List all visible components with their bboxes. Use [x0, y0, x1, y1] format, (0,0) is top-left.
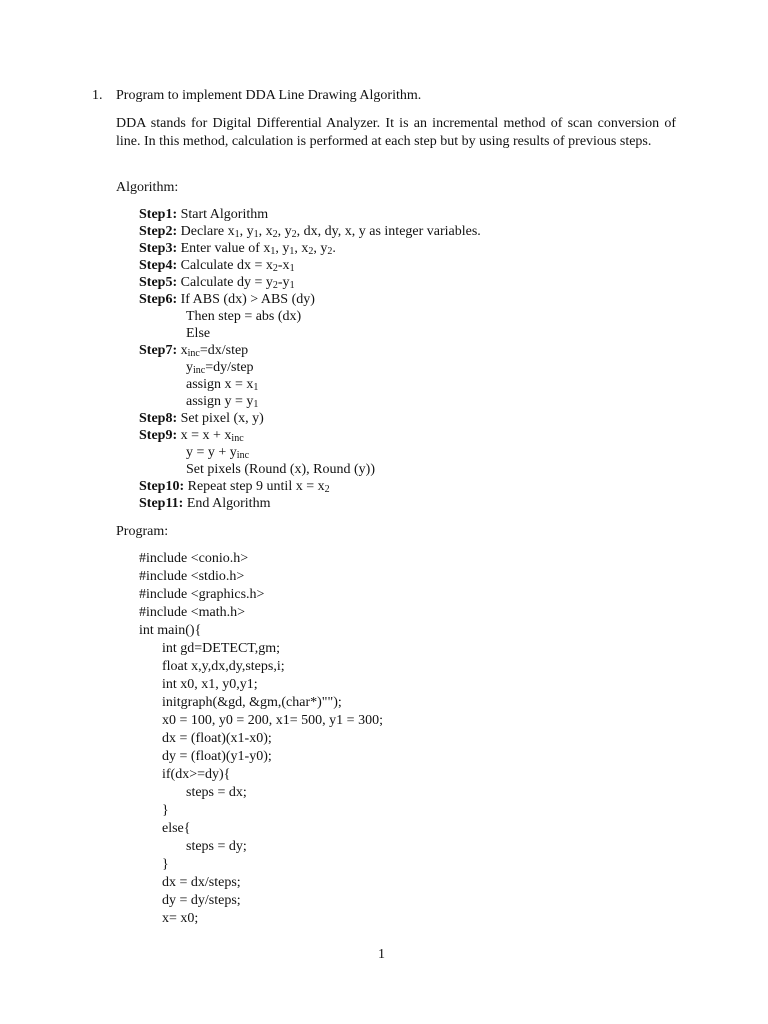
- algorithm-step-line: [139, 478, 481, 495]
- code-line: dx = dx/steps;: [162, 875, 241, 890]
- heading-title: Program to implement DDA Line Drawing Algorithm.: [116, 88, 422, 103]
- step-text: Then step = abs (dx): [186, 309, 302, 324]
- step-text: assign y = y: [186, 394, 254, 409]
- step-label: Step9:: [139, 428, 178, 443]
- step-text: , dx, dy, x, y as integer variables.: [296, 224, 481, 239]
- step-text: assign x = x: [186, 377, 254, 392]
- program-code: [139, 550, 383, 928]
- code-line: float x,y,dx,dy,steps,i;: [162, 659, 285, 674]
- step-label: Step1:: [139, 207, 178, 222]
- step-text: End Algorithm: [183, 496, 271, 511]
- step-text: , y: [239, 224, 254, 239]
- step-label: Step4:: [139, 258, 178, 273]
- subscript: 2: [272, 229, 278, 240]
- algorithm-step-line: [139, 359, 481, 376]
- algorithm-step-line: [139, 206, 481, 223]
- program-label: Program:: [116, 524, 169, 539]
- code-line: dx = (float)(x1-x0);: [162, 731, 272, 746]
- step-text: .: [332, 241, 336, 256]
- step-text: Enter value of x: [177, 241, 271, 256]
- step-text: Declare x: [177, 224, 235, 239]
- step-text: , x: [258, 224, 273, 239]
- subscript: inc: [187, 348, 200, 359]
- step-text: If ABS (dx) > ABS (dy): [177, 292, 315, 307]
- step-text: Set pixels (Round (x), Round (y)): [186, 462, 375, 477]
- intro-paragraph: DDA stands for Digital Differential Analyzer. It is an incremental method of scan conversion of line. In this method, calculation is performed at each step but by using results of previous steps.: [116, 116, 676, 149]
- subscript: 1: [289, 246, 295, 257]
- code-line: int gd=DETECT,gm;: [162, 641, 281, 656]
- subscript: 2: [272, 280, 278, 291]
- code-line: dy = (float)(y1-y0);: [162, 749, 272, 764]
- algorithm-step-line: [139, 308, 481, 325]
- step-label: Step11:: [139, 496, 184, 511]
- step-label: Step6:: [139, 292, 178, 307]
- algorithm-step-line: [139, 393, 481, 410]
- code-line: #include <graphics.h>: [139, 587, 265, 602]
- code-line: x0 = 100, y0 = 200, x1= 500, y1 = 300;: [162, 713, 383, 728]
- subscript: 2: [291, 229, 297, 240]
- code-line: #include <conio.h>: [139, 551, 249, 566]
- step-label: Step5:: [139, 275, 178, 290]
- step-text: Calculate dx = x: [177, 258, 273, 273]
- step-text: , x: [294, 241, 309, 256]
- code-line: }: [162, 857, 169, 872]
- subscript: 1: [289, 263, 295, 274]
- subscript: 2: [324, 484, 330, 495]
- step-text: Set pixel (x, y): [177, 411, 264, 426]
- step-text: y = y + y: [186, 445, 237, 460]
- step-text: x = x + x: [177, 428, 232, 443]
- step-text: Repeat step 9 until x = x: [184, 479, 325, 494]
- step-label: Step10:: [139, 479, 185, 494]
- algorithm-step-line: [139, 376, 481, 393]
- algorithm-step-line: [139, 257, 481, 274]
- code-line: if(dx>=dy){: [162, 767, 231, 782]
- algorithm-step-line: [139, 444, 481, 461]
- code-line: dy = dy/steps;: [162, 893, 241, 908]
- step-text: , y: [313, 241, 328, 256]
- subscript: inc: [193, 365, 206, 376]
- step-text: x: [177, 343, 188, 358]
- algorithm-step-line: [139, 461, 481, 478]
- code-line: }: [162, 803, 169, 818]
- subscript: 1: [289, 280, 295, 291]
- section-heading: [92, 87, 421, 104]
- algorithm-step-line: [139, 495, 481, 512]
- step-label: Step3:: [139, 241, 178, 256]
- code-line: #include <stdio.h>: [139, 569, 245, 584]
- subscript: inc: [236, 450, 250, 461]
- algorithm-step-line: [139, 427, 481, 444]
- step-text: Else: [186, 326, 211, 341]
- algorithm-step-line: [139, 342, 481, 359]
- heading-number: 1.: [92, 88, 103, 103]
- algorithm-step-line: [139, 223, 481, 240]
- code-line: x= x0;: [162, 911, 199, 926]
- step-text: -y: [277, 275, 290, 290]
- algorithm-label: Algorithm:: [116, 180, 179, 195]
- subscript: inc: [231, 433, 244, 444]
- algorithm-step-line: [139, 274, 481, 291]
- subscript: 2: [327, 246, 333, 257]
- algorithm-steps: [139, 206, 481, 512]
- step-label: Step2:: [139, 224, 178, 239]
- code-line: steps = dy;: [186, 839, 247, 854]
- step-text: y: [186, 360, 193, 375]
- algorithm-step-line: [139, 291, 481, 308]
- algorithm-step-line: [139, 325, 481, 342]
- step-text: Calculate dy = y: [177, 275, 273, 290]
- code-line: initgraph(&gd, &gm,(char*)"");: [162, 695, 342, 710]
- code-line: int main(){: [139, 623, 202, 638]
- step-text: =dy/step: [205, 360, 254, 375]
- step-text: -x: [277, 258, 290, 273]
- code-line: int x0, x1, y0,y1;: [162, 677, 258, 692]
- code-line: #include <math.h>: [139, 605, 245, 620]
- page-number: 1: [378, 947, 385, 962]
- subscript: 1: [253, 229, 259, 240]
- step-text: Start Algorithm: [177, 207, 269, 222]
- code-line: else{: [162, 821, 191, 836]
- algorithm-step-line: [139, 410, 481, 427]
- step-text: , y: [277, 224, 292, 239]
- subscript: 1: [253, 382, 259, 393]
- step-label: Step8:: [139, 411, 178, 426]
- step-label: Step7:: [139, 343, 178, 358]
- algorithm-step-line: [139, 240, 481, 257]
- subscript: 2: [272, 263, 278, 274]
- step-text: =dx/step: [199, 343, 249, 358]
- subscript: 2: [308, 246, 314, 257]
- subscript: 1: [253, 399, 259, 410]
- subscript: 1: [270, 246, 276, 257]
- code-line: steps = dx;: [186, 785, 247, 800]
- subscript: 1: [234, 229, 240, 240]
- step-text: , y: [275, 241, 290, 256]
